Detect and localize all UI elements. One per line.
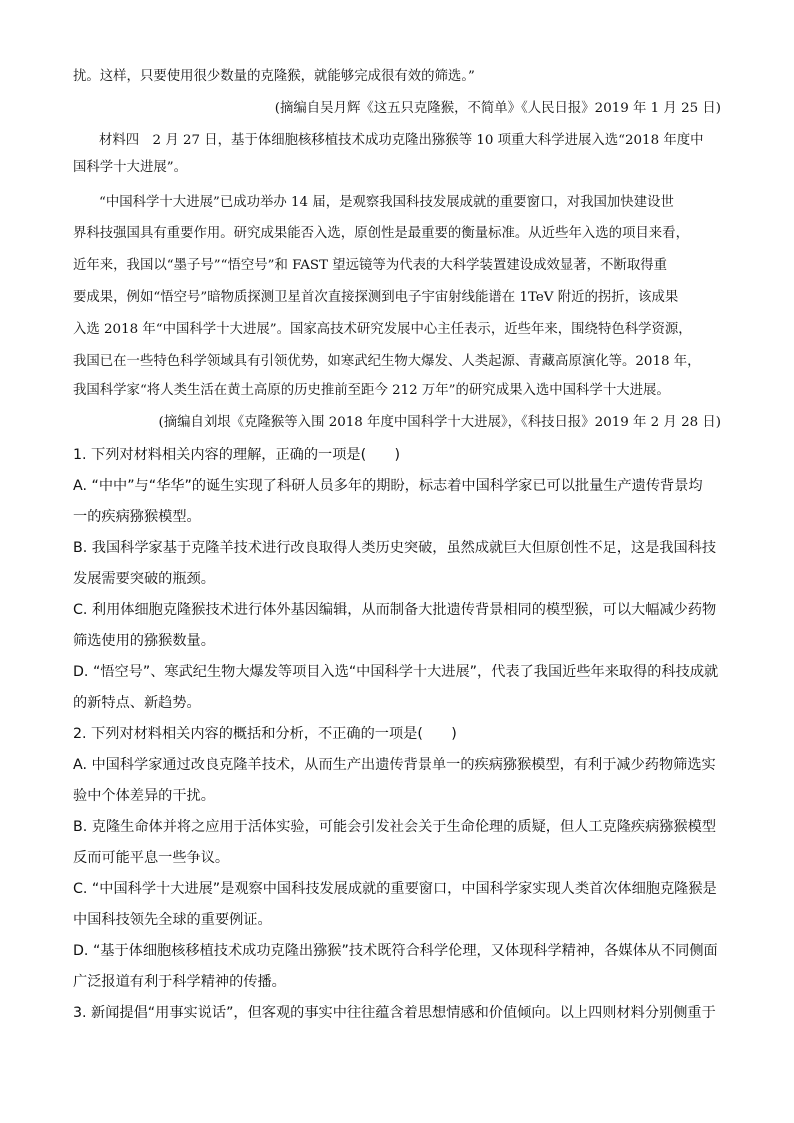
question-2-option-b-cont: 反而可能平息一些争议。 [73,850,230,866]
material4-line: 近年来，我国以“墨子号”“悟空号”和 FAST 望远镜等为代表的大科学装置建设成效显著，不断取得重 [73,258,668,273]
question-1-stem: 1. 下列对材料相关内容的理解，正确的一项是( ) [73,447,401,463]
question-2-option-a-cont: 验中个体差异的干扰。 [73,788,215,804]
material4-source: (摘编自刘垠《克隆猴等入围 2018 年度中国科学十大进展》，《科技日报》2019 年 2 月 28 日) [158,415,721,430]
material4-line: 我国科学家“将人类生活在黄土高原的历史推前至距今 212 万年”的研究成果入选中国科学十大进展。 [73,383,670,398]
question-2-option-b: B. 克隆生命体并将之应用于活体实验，可能会引发社会关于生命伦理的质疑，但人工克隆疾病猕猴模型 [73,819,717,835]
material4-line: 要成果，例如“悟空号”暗物质探测卫星首次直接探测到电子宇宙射线能谱在 1TeV 附近的拐折，该成果 [73,290,679,305]
question-2-stem: 2. 下列对材料相关内容的概括和分析，不正确的一项是( ) [73,726,457,742]
question-2-option-a: A. 中国科学家通过改良克隆羊技术，从而生产出遗传背景单一的疾病猕猴模型，有利于减少药物筛选实 [73,757,716,773]
question-1-option-b: B. 我国科学家基于克隆羊技术进行改良取得人类历史突破，虽然成就巨大但原创性不足，这是我国科技 [73,540,717,556]
material4-line: 界科技强国具有重要作用。研究成果能否入选，原创性是最重要的衡量标准。从近些年入选的项目来看， [73,226,689,241]
question-2-option-c: C. “中国科学十大进展”是观察中国科技发展成就的重要窗口，中国科学家实现人类首次体细胞克隆猴是 [73,881,717,897]
question-3-stem: 3. 新闻提倡“用事实说话”，但客观的事实中往往蕴含着思想情感和价值倾向。以上四则材料分别侧重于 [73,1005,716,1021]
material4-line: 入选 2018 年“中国科学十大进展”。国家高技术研究发展中心主任表示，近些年来，围绕特色科学资源， [73,322,692,337]
material4-line: 我国已在一些特色科学领域具有引领优势，如寒武纪生物大爆发、人类起源、青藏高原演化等。2018 年， [73,354,701,369]
question-1-option-d-cont: 的新特点、新趋势。 [73,695,201,711]
material4-line: “中国科学十大进展”已成功举办 14 届，是观察我国科技发展成就的重要窗口，对我国加快建设世 [99,195,674,210]
material3-tail-text: 扰。这样，只要使用很少数量的克隆猴，就能够完成很有效的筛选。” [73,69,475,84]
question-1-option-c-cont: 筛选使用的猕猴数量。 [73,633,215,649]
question-2-option-c-cont: 中国科技领先全球的重要例证。 [73,912,272,928]
material4-line: 国科学十大进展”。 [73,160,187,175]
question-2-option-d-cont: 广泛报道有利于科学精神的传播。 [73,974,286,990]
question-1-option-a-cont: 一的疾病猕猴模型。 [73,509,201,525]
question-1-option-d: D. “悟空号”、寒武纪生物大爆发等项目入选“中国科学十大进展”，代表了我国近些年来取得的科技成就 [73,664,719,680]
question-1-option-a: A. “中中”与“华华”的诞生实现了科研人员多年的期盼，标志着中国科学家已可以批量生产遗传背景均 [73,478,703,494]
question-2-option-d: D. “基于体细胞核移植技术成功克隆出猕猴”技术既符合科学伦理，又体现科学精神，各媒体从不同侧面 [73,943,718,959]
question-1-option-b-cont: 发展需要突破的瓶颈。 [73,571,215,587]
material4-line: 材料四 2 月 27 日，基于体细胞核移植技术成功克隆出猕猴等 10 项重大科学进展入选“2018 年度中 [99,133,704,148]
question-1-option-c: C. 利用体细胞克隆猴技术进行体外基因编辑，从而制备大批遗传背景相同的模型猴，可以大幅减少药物 [73,602,717,618]
material3-source: (摘编自吴月辉《这五只克隆猴，不简单》《人民日报》2019 年 1 月 25 日) [274,101,721,116]
